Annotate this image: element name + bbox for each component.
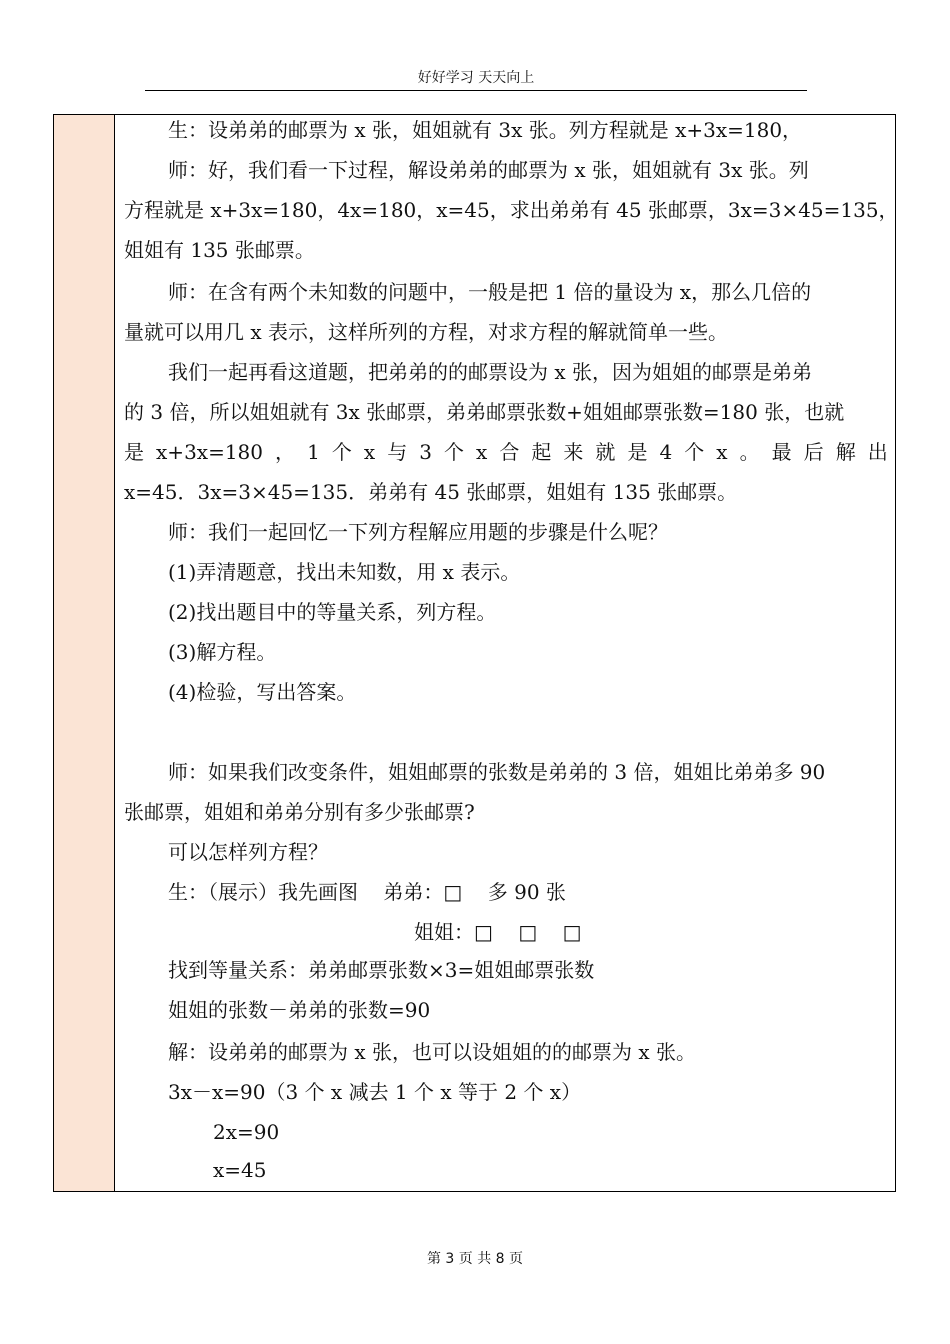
token: x [716,440,728,464]
justified-line [124,440,888,464]
equation-line: 2x=90 [213,1120,280,1144]
token: 来 [563,440,584,464]
text-line: 张邮票，姐姐和弟弟分别有多少张邮票? [124,800,475,824]
text-line: 的 3 倍，所以姐姐就有 3x 张邮票，弟弟邮票张数+姐姐邮票张数=180 张，也就 [124,400,845,424]
text-line: 量就可以用几 x 表示，这样所列的方程，对求方程的解就简单一些。 [124,320,728,344]
token: 个 [331,440,352,464]
step-line: (2)找出题目中的等量关系，列方程。 [168,600,497,624]
table-left-column [54,115,115,1191]
text-line: 师：在含有两个未知数的问题中，一般是把 1 倍的量设为 x，那么几倍的 [168,280,812,304]
token: x+3x=180 [156,440,264,464]
token: 后 [803,440,824,464]
text-line: 师：好，我们看一下过程，解设弟弟的邮票为 x 张，姐姐就有 3x 张。列 [168,158,809,182]
text-line: 生：设弟弟的邮票为 x 张，姐姐就有 3x 张。列方程就是 x+3x=180， [168,118,803,142]
token: 是 [124,440,144,464]
token: 就 [595,440,616,464]
token: ， [275,440,296,464]
token: 4 [659,440,673,464]
text-line: 姐姐有 135 张邮票。 [124,238,315,262]
token: 起 [531,440,552,464]
token: 与 [387,440,408,464]
step-line: (4)检验，写出答案。 [168,680,357,704]
token: 最 [771,440,792,464]
text-line: 师：如果我们改变条件，姐姐邮票的张数是弟弟的 3 倍，姐姐比弟弟多 90 [168,760,826,784]
text-line: 找到等量关系：弟弟邮票张数×3=姐姐邮票张数 [168,958,595,982]
token: 个 [684,440,705,464]
token: 个 [443,440,464,464]
text-line: 方程就是 x+3x=180，4x=180，x=45，求出弟弟有 45 张邮票，3x=3×45=135， [124,198,899,222]
token: 合 [499,440,520,464]
token: 1 [307,440,320,464]
text-line: 姐姐的张数－弟弟的张数=90 [168,998,431,1022]
token: 解 [835,440,856,464]
text-line: 3x－x=90（3 个 x 减去 1 个 x 等于 2 个 x） [168,1080,582,1104]
text-line: 我们一起再看这道题，把弟弟的的邮票设为 x 张，因为姐姐的邮票是弟弟 [168,360,812,384]
text-line: 生：（展示）我先画图 弟弟：□ 多 90 张 [168,880,566,904]
token: 出 [867,440,888,464]
token: x [363,440,376,464]
page-footer: 第 3 页 共 8 页 [426,1251,524,1267]
text-line: 姐姐：□ □ □ [414,920,582,944]
equation-line: x=45 [213,1158,267,1182]
token: 是 [627,440,648,464]
text-line: 解：设弟弟的邮票为 x 张，也可以设姐姐的的邮票为 x 张。 [168,1040,696,1064]
step-line: (1)弄清题意，找出未知数，用 x 表示。 [168,560,521,584]
page-header: 好好学习 天天向上 [145,68,807,91]
text-line: x=45．3x=3×45=135．弟弟有 45 张邮票，姐姐有 135 张邮票。 [124,480,738,504]
step-line: (3)解方程。 [168,640,277,664]
token: 。 [739,440,760,464]
token: x [476,440,488,464]
text-line: 可以怎样列方程？ [168,840,328,864]
token: 3 [419,440,432,464]
text-line: 师：我们一起回忆一下列方程解应用题的步骤是什么呢？ [168,520,668,544]
